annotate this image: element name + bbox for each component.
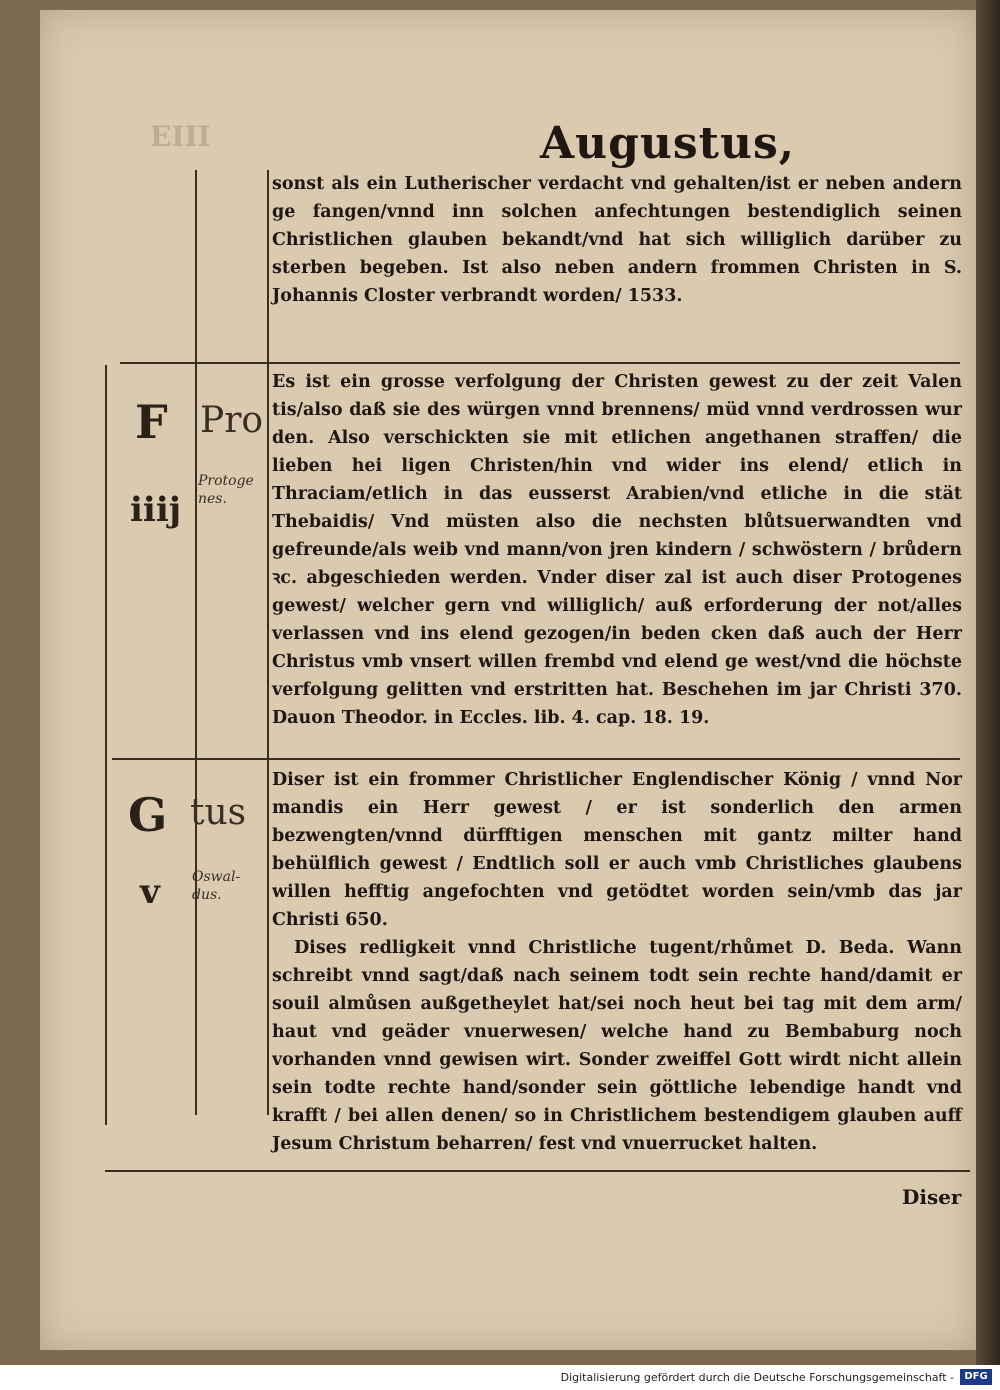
entry-1-paragraph-1: sonst als ein Lutherischer verdacht vnd gehalten/ist er neben andern ge fangen/vnnd inn solchen anfechtungen bestendiglich seinen Christlichen glauben bekandt/vnd hat sich williglich darüber zu sterben begeben. Ist also neben andern frommen Christen in S. Johannis Closter verbrandt worden/ 1533. — [272, 174, 962, 306]
footer-credit: Digitalisierung gefördert durch die Deutsche Forschungsgemeinschaft - — [560, 1371, 954, 1384]
saint-name-margin: Oswal- dus. — [192, 869, 241, 903]
saint-abbreviation: tus — [190, 792, 247, 833]
row-rule-2 — [112, 758, 960, 760]
saint-abbreviation: Pro — [200, 400, 264, 441]
catchword: Diser — [902, 1185, 962, 1209]
page-header-title: Augustus, — [540, 118, 796, 169]
row-rule-bottom — [105, 1170, 970, 1172]
book-page — [40, 10, 976, 1350]
entry-2-paragraph-1: Es ist ein grosse verfolgung der Christen gewest zu der zeit Valen tis/also daß sie des würgen vnnd brennens/ müd vnnd verdrossen wur den. Also verschickten sie mit etlichen angethanen straffen/ die lieben hei ligen Christen/hin vnd wider ins elend/ etlich in Thraciam/etlich in das eusserst Arabien/vnd etliche in die stät Thebaidis/ Vnd müsten also die nechsten blůtsuerwandten vnd gefreunde/als weib vnd mann/von jren kindern / schwöstern / brůdern ꝛc. abgeschieden werden. Vnder diser zal ist auch diser Protogenes gewest/ welcher gern vnd williglich/ auß erforderung der not/alles verlassen vnd ins elend gezogen/in beden cken daß auch der Herr Christus vmb vnsert willen frembd vnd elend ge west/vnd die höchste verfolgung gelitten vnd erstritten hat. Beschehen im jar Christi 370. Dauon Theodor. in Eccles. lib. 4. cap. 18. 19. — [272, 372, 962, 728]
calendar-day-number: v — [140, 872, 160, 912]
bleed-through-text: EIII — [150, 120, 211, 153]
digitization-footer — [0, 1365, 1000, 1390]
calendar-letter: F — [135, 395, 168, 449]
entry-text-2 — [272, 368, 962, 732]
dfg-logo: DFG — [960, 1369, 992, 1385]
column-rule-right — [267, 170, 269, 1115]
entry-text-3 — [272, 766, 962, 1158]
calendar-letter: G — [128, 788, 168, 842]
column-rule-left — [105, 365, 107, 1125]
saint-name-margin: Protoge nes. — [198, 473, 254, 507]
book-spine-edge — [976, 0, 1000, 1365]
calendar-day-number: iiij — [130, 490, 182, 530]
entry-3-paragraph-2: Dises redligkeit vnnd Christliche tugent/rhůmet D. Beda. Wann schreibt vnnd sagt/daß nach seinem todt sein rechte hand/damit er souil almůsen außgetheylet hat/sei noch heut bei tag mit dem arm/ haut vnd geäder vnuerwesen/ welche hand zu Bembaburg noch vorhanden vnnd gewisen wirt. Sonder zweiffel Gott wirdt nicht allein sein todte rechte hand/sonder sein göttliche lebendige handt vnd krafft / bei allen denen/ so in Christlichem bestendigem glauben auff Jesum Christum beharren/ fest vnd vnuerrucket halten. — [272, 938, 962, 1154]
entry-3-paragraph-1: Diser ist ein frommer Christlicher Englendischer König / vnnd Nor mandis ein Herr gewest / er ist sonderlich den armen bezwengten/vnnd dürfftigen menschen mit gantz milter hand behülflich gewest / Endtlich soll er auch vmb Christliches glaubens willen hefftig angefochten vnd getödtet worden sein/vmb das jar Christi 650. — [272, 770, 962, 930]
row-rule-1 — [120, 362, 960, 364]
entry-text-1 — [272, 170, 962, 310]
column-rule-mid — [195, 170, 197, 1115]
